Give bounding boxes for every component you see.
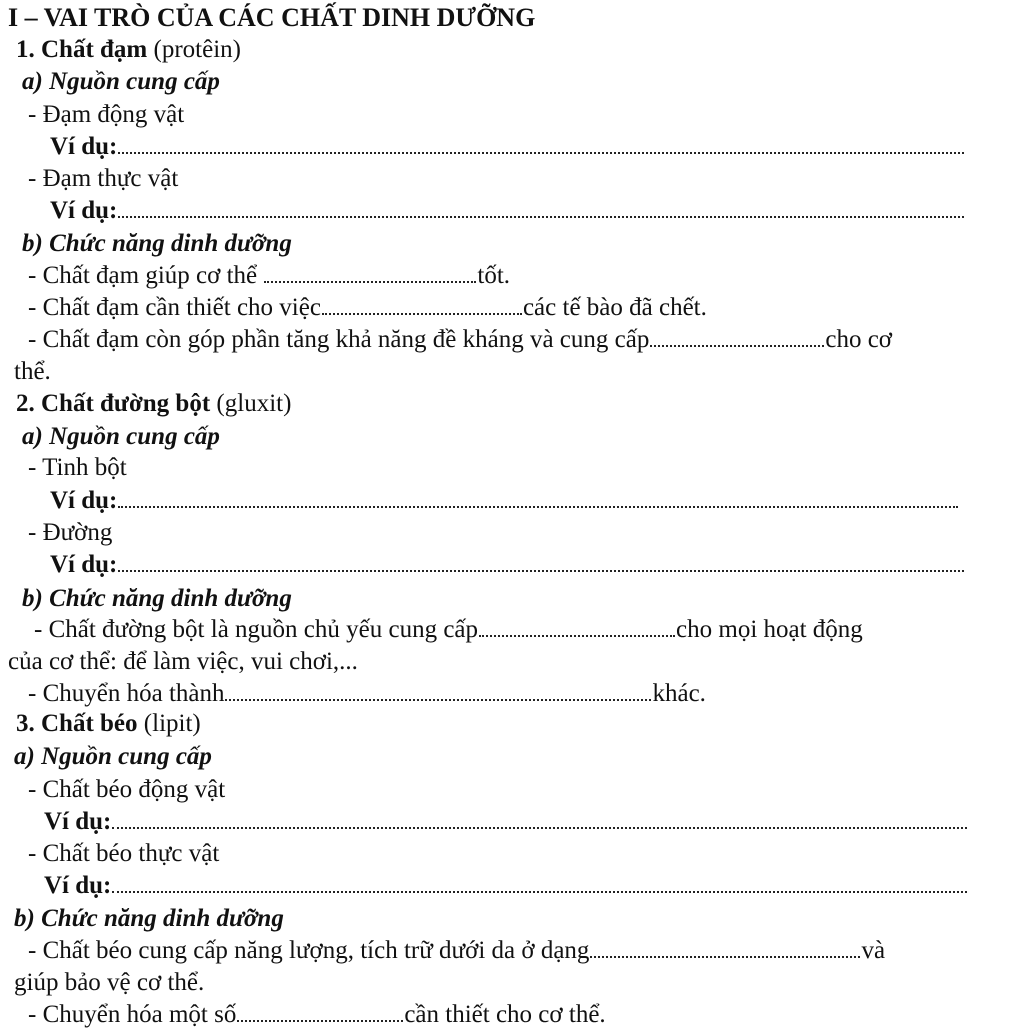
text: - Chuyển hóa thành [28, 680, 225, 707]
section-1-heading-bold: 1. Chất đạm [16, 36, 148, 63]
section-3-animal-fat: - Chất béo động vật [28, 776, 226, 803]
section-3-heading-rest: (lipit) [137, 710, 201, 737]
section-1-sources-title: a) Nguồn cung cấp [22, 68, 220, 95]
example-line [50, 131, 965, 163]
section-1-function-1 [28, 260, 510, 292]
fill-in-blank[interactable] [118, 562, 964, 572]
text: khác. [652, 680, 706, 707]
example-label: Ví dụ: [50, 551, 118, 578]
fill-in-blank[interactable] [118, 208, 964, 218]
section-2-heading [16, 388, 291, 420]
section-1-heading-rest: (protêin) [147, 36, 241, 63]
section-1-function-3-continued: thể. [14, 358, 51, 385]
section-2-function-1 [34, 614, 863, 646]
text: - Chất đạm cần thiết cho việc [28, 294, 321, 321]
fill-in-blank[interactable] [479, 627, 675, 637]
section-2-heading-bold: 2. Chất đường bột [16, 390, 211, 417]
example-label: Ví dụ: [50, 133, 118, 160]
section-2-heading-rest: (gluxit) [210, 390, 292, 417]
section-3-function-1 [28, 935, 885, 967]
page-title: I – VAI TRÒ CỦA CÁC CHẤT DINH DƯỠNG [8, 3, 536, 32]
section-2-sugar: - Đường [28, 519, 113, 546]
fill-in-blank[interactable] [650, 337, 824, 347]
fill-in-blank[interactable] [590, 948, 860, 958]
text: cần thiết cho cơ thể. [404, 1001, 606, 1028]
text: các tế bào đã chết. [522, 294, 707, 321]
section-3-heading-bold: 3. Chất béo [16, 710, 138, 737]
section-1-plant-protein: - Đạm thực vật [28, 165, 179, 192]
text: - Chất đường bột là nguồn chủ yếu cung cấp [34, 616, 479, 643]
section-1-function-3 [28, 324, 892, 356]
section-3-function-2 [28, 999, 606, 1031]
section-2-function-2 [28, 678, 706, 710]
example-line [44, 870, 968, 902]
example-line [50, 195, 965, 227]
fill-in-blank[interactable] [112, 883, 967, 893]
text: cho mọi hoạt động [676, 616, 863, 643]
section-2-function-1-continued: của cơ thể: để làm việc, vui chơi,... [8, 648, 358, 675]
section-1-heading [16, 34, 241, 66]
example-line [50, 549, 965, 581]
fill-in-blank[interactable] [112, 819, 967, 829]
fill-in-blank[interactable] [264, 273, 476, 283]
section-3-heading [16, 708, 201, 740]
section-3-functions-title: b) Chức năng dinh dưỡng [14, 905, 284, 932]
example-label: Ví dụ: [50, 487, 118, 514]
section-3-plant-fat: - Chất béo thực vật [28, 840, 220, 867]
section-2-starch: - Tinh bột [28, 454, 127, 481]
section-1-function-2 [28, 292, 707, 324]
text: cho cơ [825, 326, 893, 353]
section-1-animal-protein: - Đạm động vật [28, 101, 185, 128]
text: - Chất đạm giúp cơ thể [28, 262, 264, 289]
text: - Chuyển hóa một số [28, 1001, 237, 1028]
example-line [44, 806, 968, 838]
example-label: Ví dụ: [44, 808, 112, 835]
example-label: Ví dụ: [44, 872, 112, 899]
section-2-sources-title: a) Nguồn cung cấp [22, 423, 220, 450]
fill-in-blank[interactable] [118, 144, 964, 154]
section-1-functions-title: b) Chức năng dinh dưỡng [22, 230, 292, 257]
fill-in-blank[interactable] [118, 498, 958, 508]
section-3-function-1-continued: giúp bảo vệ cơ thể. [14, 969, 205, 996]
fill-in-blank[interactable] [225, 691, 651, 701]
text: - Chất béo cung cấp năng lượng, tích trữ dưới da ở dạng [28, 937, 590, 964]
text: và [861, 937, 886, 964]
example-line [50, 485, 959, 517]
text: - Chất đạm còn góp phần tăng khả năng đề kháng và cung cấp [28, 326, 650, 353]
fill-in-blank[interactable] [322, 305, 522, 315]
section-2-functions-title: b) Chức năng dinh dưỡng [22, 585, 292, 612]
example-label: Ví dụ: [50, 197, 118, 224]
section-3-sources-title: a) Nguồn cung cấp [14, 743, 212, 770]
fill-in-blank[interactable] [237, 1012, 403, 1022]
text: tốt. [477, 262, 511, 289]
